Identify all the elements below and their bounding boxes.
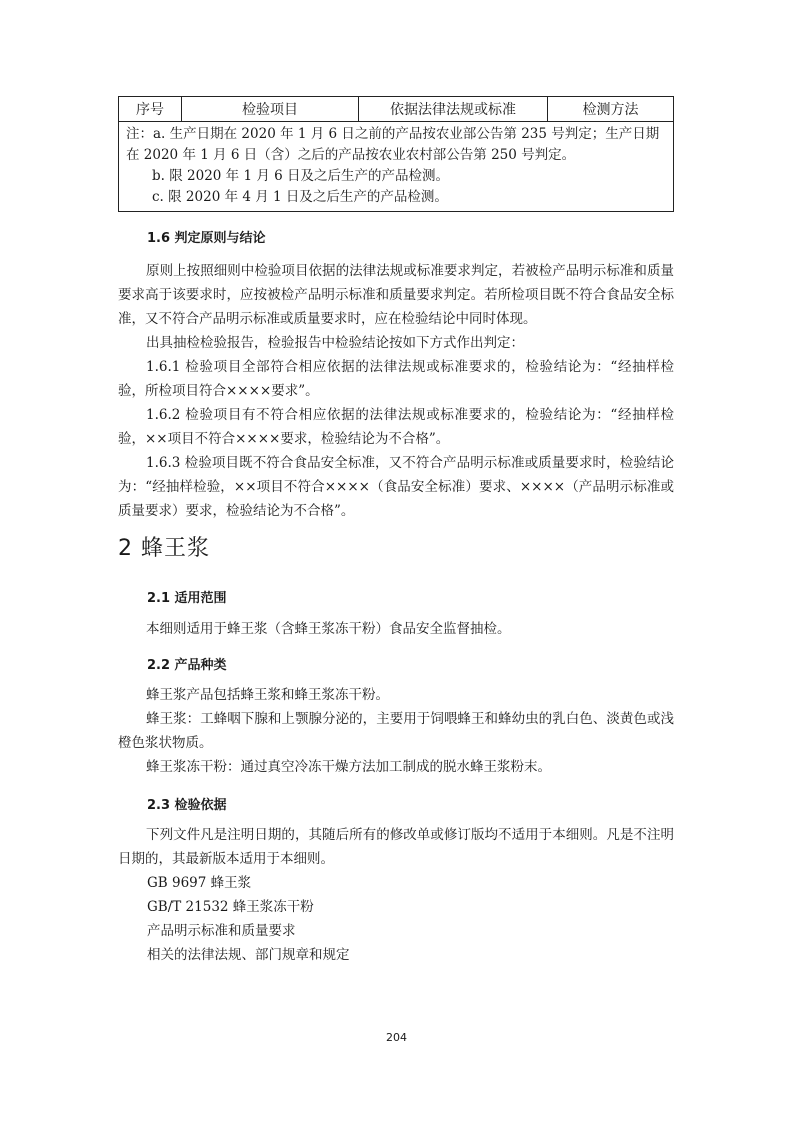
col-header-index: 序号	[119, 97, 182, 122]
paragraph-text: 1.6.3 检验项目既不符合食品安全标准，又不符合产品明示标准或质量要求时，检验结论为：“经抽样检验，××项目不符合××××（食品安全标准）要求、××××（产品明示标准或质量要求）要求，检验结论为不合格”。	[118, 455, 674, 519]
paragraph-text: 蜂王浆产品包括蜂王浆和蜂王浆冻干粉。	[146, 687, 389, 703]
paragraph-text: 蜂王浆：工蜂咽下腺和上颚腺分泌的，主要用于饲喂蜂王和蜂幼虫的乳白色、淡黄色或浅橙色浆状物质。	[118, 711, 674, 751]
reference-laws: 相关的法律法规、部门规章和规定	[147, 947, 350, 963]
inspection-table	[118, 96, 674, 212]
paragraph-1-6-3	[118, 451, 674, 523]
paragraph-text: 1.6.2 检验项目有不符合相应依据的法律法规或标准要求的，检验结论为：“经抽样检验，××项目不符合××××要求，检验结论为不合格”。	[118, 407, 674, 447]
paragraph-2-2-c	[118, 755, 674, 779]
paragraph-2-2-a	[118, 683, 674, 707]
col-header-item: 检验项目	[182, 97, 359, 122]
paragraph-text: 出具抽检检验报告，检验报告中检验结论按如下方式作出判定：	[146, 335, 524, 351]
reference-gb-t-21532: GB/T 21532 蜂王浆冻干粉	[147, 899, 314, 915]
note-a: 注：a. 生产日期在 2020 年 1 月 6 日之前的产品按农业部公告第 235 号判定；生产日期在 2020 年 1 月 6 日（含）之后的产品按农业农村部公告第 250 号判定。	[126, 126, 660, 163]
heading-1-6: 1.6 判定原则与结论	[147, 231, 266, 246]
paragraph-1-6-report	[118, 331, 674, 355]
paragraph-text: 蜂王浆冻干粉：通过真空冷冻干燥方法加工制成的脱水蜂王浆粉末。	[146, 759, 551, 775]
heading-2-3: 2.3 检验依据	[147, 798, 227, 813]
heading-2-1: 2.1 适用范围	[147, 591, 227, 606]
reference-gb-9697: GB 9697 蜂王浆	[147, 875, 252, 891]
paragraph-1-6-2	[118, 403, 674, 451]
paragraph-1-6-principle	[118, 259, 674, 331]
table-header-row	[119, 97, 674, 122]
note-c: c. 限 2020 年 4 月 1 日及之后生产的产品检测。	[152, 189, 448, 205]
note-b: b. 限 2020 年 1 月 6 日及之后生产的产品检测。	[152, 168, 450, 184]
paragraph-2-1	[118, 617, 674, 641]
paragraph-2-3	[118, 823, 674, 871]
col-header-method: 检测方法	[548, 97, 674, 122]
reference-product-standard: 产品明示标准和质量要求	[147, 923, 296, 939]
paragraph-text: 1.6.1 检验项目全部符合相应依据的法律法规或标准要求的，检验结论为：“经抽样检验，所检项目符合××××要求”。	[118, 359, 674, 399]
paragraph-1-6-1	[118, 355, 674, 403]
page-number: 204	[386, 1031, 407, 1044]
chapter-title: 2 蜂王浆	[118, 536, 210, 561]
heading-2-2: 2.2 产品种类	[147, 658, 227, 673]
col-header-basis: 依据法律法规或标准	[359, 97, 548, 122]
paragraph-text: 原则上按照细则中检验项目依据的法律法规或标准要求判定，若被检产品明示标准和质量要求高于该要求时，应按被检产品明示标准和质量要求判定。若所检项目既不符合食品安全标准，又不符合产品明示标准或质量要求时，应在检验结论中同时体现。	[118, 263, 674, 327]
table-note-row	[119, 122, 674, 212]
paragraph-2-2-b	[118, 707, 674, 755]
paragraph-text: 下列文件凡是注明日期的，其随后所有的修改单或修订版均不适用于本细则。凡是不注明日期的，其最新版本适用于本细则。	[118, 827, 674, 867]
paragraph-text: 本细则适用于蜂王浆（含蜂王浆冻干粉）食品安全监督抽检。	[146, 621, 511, 637]
table-note-cell	[119, 122, 674, 212]
